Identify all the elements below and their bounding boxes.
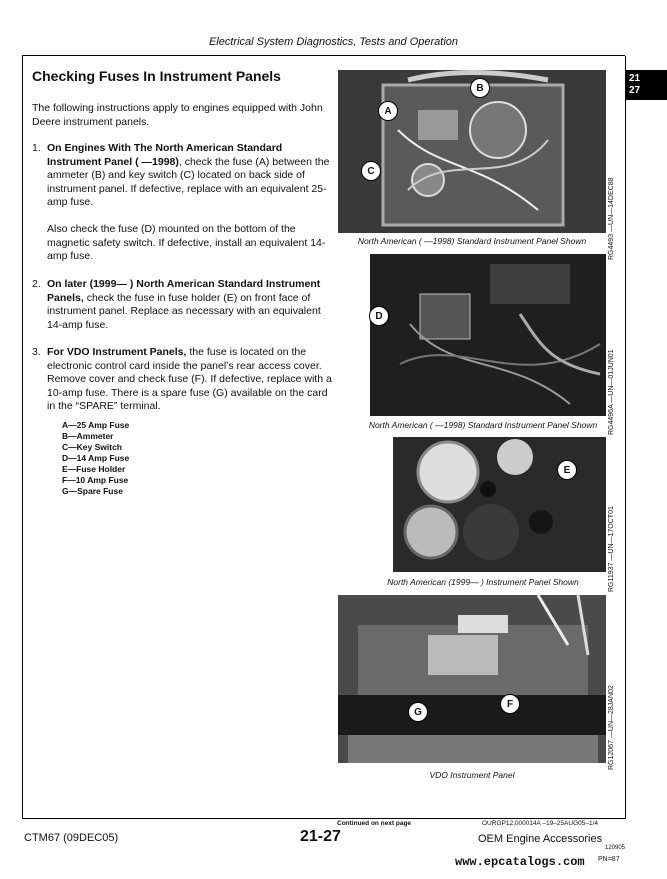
- footer-section-name: OEM Engine Accessories: [478, 833, 603, 845]
- figure-1-caption: North American ( —1998) Standard Instrument Panel Shown: [357, 236, 587, 246]
- watermark: www.epcatalogs.com: [455, 855, 585, 869]
- figure-2-photo: [370, 254, 606, 416]
- header-divider: [22, 55, 625, 56]
- vdo-card-illustration: [338, 595, 606, 763]
- figure-1-code: RG4493 —UN—14DEC88: [608, 177, 615, 260]
- header-title: Electrical System Diagnostics, Tests and Operation: [208, 36, 459, 48]
- step-text: check the fuse in fuse holder (E) on front face of instrument panel. Replace as necessary with an equivalent 14-amp fuse.: [47, 291, 321, 331]
- figure-4-code: RG12067 —UN—28JAN02: [608, 685, 615, 770]
- callout-b: B: [470, 78, 490, 98]
- section-title: Checking Fuses In Instrument Panels: [32, 68, 281, 84]
- footer-manual-id: CTM67 (09DEC05): [24, 832, 119, 844]
- footer-pn: PN=87: [598, 856, 620, 863]
- step-1: [32, 142, 332, 210]
- page-tab: [625, 70, 667, 100]
- intro-paragraph: The following instructions apply to engines equipped with John Deere instrument panels.: [32, 102, 323, 128]
- callout-c: C: [361, 161, 381, 181]
- page-tab-line1: 21: [629, 73, 641, 84]
- step-3: [32, 346, 332, 414]
- document-code: OURGP12,000014A –19–25AUG05–1/4: [482, 820, 599, 827]
- figure-3-caption: North American (1999— ) Instrument Panel Shown: [387, 577, 579, 587]
- step-text: , check the fuse (A) between the ammeter (B) and key switch (C) located on back side of instrument panel. If defective, replace with an equivalent 25-amp fuse.: [47, 155, 330, 208]
- step-number: 1.: [32, 142, 41, 154]
- legend-item: C—Key Switch: [62, 442, 122, 452]
- page-tab-line2: 27: [629, 85, 641, 96]
- figure-4-photo: [338, 595, 606, 763]
- figure-4-caption: VDO Instrument Panel: [429, 770, 515, 780]
- legend-item: G—Spare Fuse: [62, 486, 123, 496]
- footer-date: 120905: [605, 845, 626, 851]
- figure-3-code: RG11937 —UN—17OCT01: [608, 506, 615, 592]
- figure-2-caption: North American ( —1998) Standard Instrument Panel Shown: [368, 420, 598, 430]
- safety-switch-illustration: [370, 254, 606, 416]
- step-2: [32, 278, 332, 332]
- bottom-divider: [22, 818, 625, 819]
- step-text: the fuse is located on the electronic control card inside the panel’s rear access cover. Remove cover and check fuse (F). If defective, replace with a 10-amp fuse. There is a spare fuse (G) available on the card in the “SPARE” terminal.: [47, 346, 332, 412]
- callout-a: A: [378, 101, 398, 121]
- legend-item: B—Ammeter: [62, 431, 114, 441]
- step-heading: On later (1999— ) North American Standard Instrument Panels,: [47, 278, 321, 304]
- footer-page-number: 21-27: [300, 828, 341, 845]
- callout-g: G: [408, 702, 428, 722]
- step-number: 3.: [32, 346, 41, 358]
- legend-item: D—14 Amp Fuse: [62, 453, 130, 463]
- callout-f: F: [500, 694, 520, 714]
- callout-e: E: [557, 460, 577, 480]
- step-heading: On Engines With The North American Standard Instrument Panel ( —1998): [47, 142, 283, 168]
- legend-item: E—Fuse Holder: [62, 464, 126, 474]
- legend-item: A—25 Amp Fuse: [62, 420, 130, 430]
- legend: [62, 420, 129, 497]
- instrument-front-illustration: [393, 437, 606, 572]
- figure-3-photo: [393, 437, 606, 572]
- callout-d: D: [369, 306, 389, 326]
- left-border: [22, 56, 23, 819]
- continued-note: Continued on next page: [337, 820, 412, 827]
- figure-2-code: RG4496A —UN—01JUN01: [608, 349, 615, 435]
- step-1-extra: Also check the fuse (D) mounted on the bottom of the magnetic safety switch. If defective, install an equivalent 14-amp fuse.: [47, 223, 326, 262]
- step-number: 2.: [32, 278, 41, 290]
- right-border: [625, 56, 626, 819]
- step-heading: For VDO Instrument Panels,: [47, 346, 187, 358]
- legend-item: F—10 Amp Fuse: [62, 475, 129, 485]
